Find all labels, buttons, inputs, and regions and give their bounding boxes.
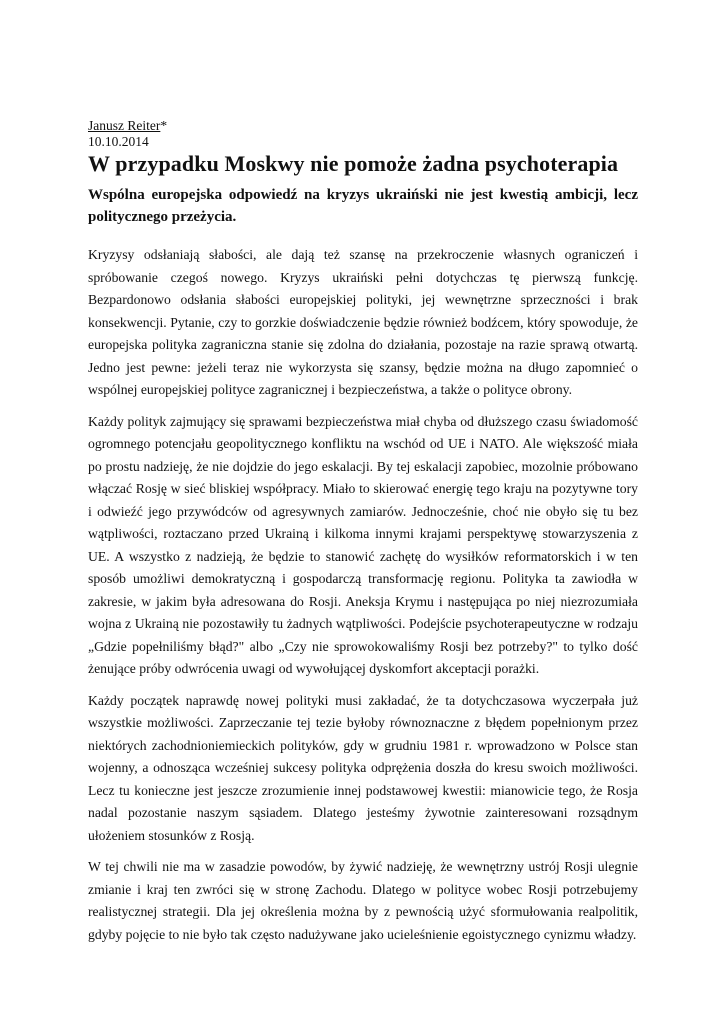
publication-date: 10.10.2014 xyxy=(88,134,149,149)
paragraph-3: Każdy początek naprawdę nowej polityki musi zakładać, że ta dotychczasowa wyczerpała już wszystkie możliwości. Zaprzeczanie tej tezie byłoby równoznaczne z błędem popełnionym przez niektórych zachodnioniemieckich polityków, gdy w grudniu 1981 r. wprowadzono w Polsce stan wojenny, a odnosząca wcześniej sukcesy polityka odprężenia doszła do kresu swoich możliwości. Lecz tu konieczne jest jeszcze zrozumienie innej podstawowej kwestii: mianowicie tego, że Rosja nadal pozostanie naszym sąsiadem. Dlatego jesteśmy żywotnie zainteresowani rozsądnym ułożeniem stosunków z Rosją. xyxy=(88,692,638,843)
author-name: Janusz Reiter xyxy=(88,118,161,133)
article-title: W przypadku Moskwy nie pomoże żadna psychoterapia xyxy=(88,151,619,176)
article-lead: Wspólna europejska odpowiedź na kryzys ukraiński nie jest kwestią ambicji, lecz politycznego przeżycia. xyxy=(88,187,638,225)
author-footnote-mark: * xyxy=(160,118,168,133)
paragraph-4: W tej chwili nie ma w zasadzie powodów, by żywić nadzieję, że wewnętrzny ustrój Rosji ulegnie zmianie i kraj ten zwróci się w stronę Zachodu. Dlatego w polityce wobec Rosji potrzebujemy realistycznej strategii. Dla jej określenia można by z pewnością użyć sformułowania realpolitik, gdyby pojęcie to nie było tak często nadużywane jako ucieleśnienie egoistycznego cynizmu władzy. xyxy=(88,859,638,942)
paragraph-2: Każdy polityk zajmujący się sprawami bezpieczeństwa miał chyba od dłuższego czasu świadomość ogromnego potencjału geopolitycznego konfliktu na wschód od UE i NATO. Ale większość miała po prostu nadzieję, że nie dojdzie do jego eskalacji. By tej eskalacji zapobiec, mozolnie próbowano włączać Rosję w sieć bliskiej współpracy. Miało to skierować energię tego kraju na pozytywne tory i odwieźć jego przywódców od agresywnych zamiarów. Jednocześnie, choć nie obyło się tu bez wątpliwości, roztaczano przed Ukrainą i kilkoma innymi krajami perspektywę stowarzyszenia z UE. A wszystko z nadzieją, że będzie to stanowić zachętę do wysiłków reformatorskich i w ten sposób umożliwi demokratyczną i gospodarczą transformację regionu. Polityka ta zawiodła w zakresie, w jakim była adresowana do Rosji. Aneksja Krymu i następująca po niej niezrozumiała wojna z Ukrainą nie pozostawiły tu żadnych wątpliwości. Podejście psychoterapeutyczne w rodzaju „Gdzie popełniliśmy błąd?" albo „Czy nie sprowokowaliśmy Rosji bez potrzeby?" to tylko dość żenujące próby odwrócenia uwagi od wywołującej dyskomfort akceptacji porażki. xyxy=(88,413,638,676)
author-line xyxy=(88,118,638,134)
article-body xyxy=(88,244,638,946)
paragraph-1: Kryzysy odsłaniają słabości, ale dają też szansę na przekroczenie własnych ograniczeń i spróbowanie czegoś nowego. Kryzys ukraiński pełni dotychczas tę pierwszą funkcję. Bezpardonowo odsłania słabości europejskiej polityki, jej wewnętrzne sprzeczności i brak konsekwencji. Pytanie, czy to gorzkie doświadczenie będzie również bodźcem, który spowoduje, że europejska polityka zagraniczna stanie się zdolna do działania, pozostaje na razie sprawą otwartą. Jedno jest pewne: jeżeli teraz nie wykorzysta się szansy, będzie można na długo zapomnieć o wspólnej europejskiej polityce zagranicznej i bezpieczeństwa, a także o polityce obrony. xyxy=(88,247,638,397)
document-page xyxy=(88,118,638,955)
